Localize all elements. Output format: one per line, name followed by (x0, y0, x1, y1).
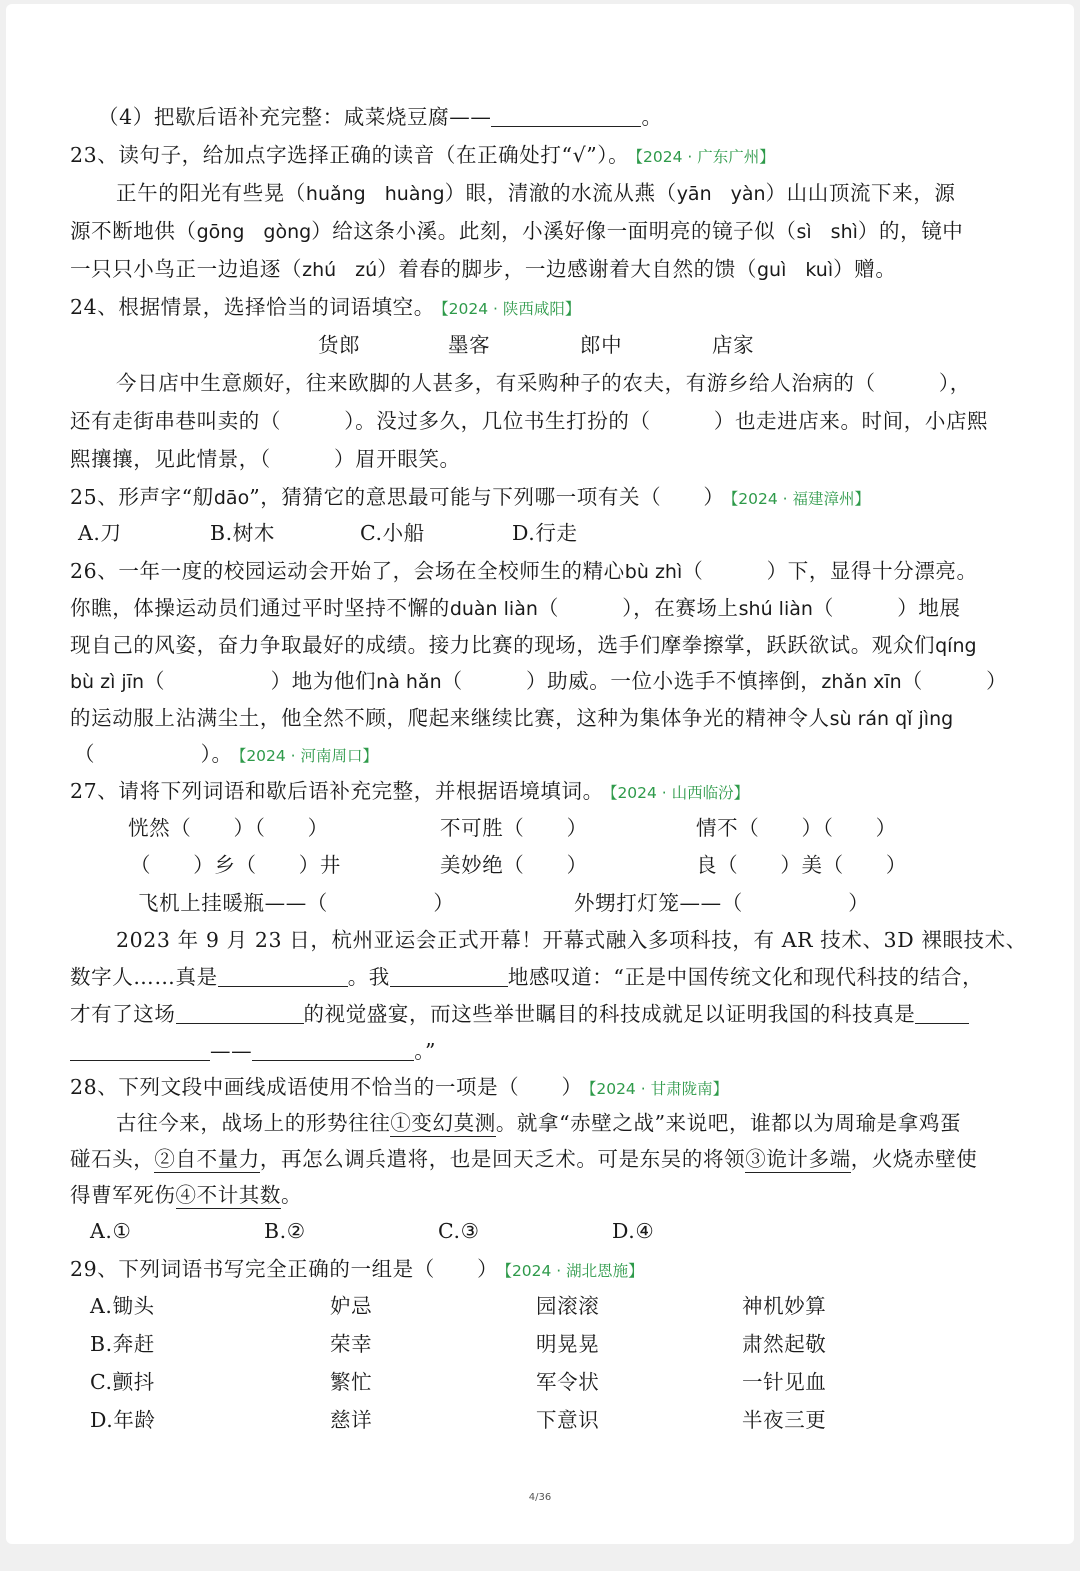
document-page (6, 4, 1074, 1544)
q26-line5: 的运动服上沾满尘土，他全然不顾，爬起来继续比赛，这种为集体争光的精神令人sù rán qǐ jìng (70, 706, 954, 730)
source-tag: 【2024 · 湖北恩施】 (504, 1262, 644, 1280)
q24-line3: 熙攘攘，见此情景，（ ）眉开眼笑。 (70, 447, 461, 471)
option-d-word: D.年龄 (90, 1408, 156, 1432)
source-tag: 【2024 · 福建漳州】 (730, 490, 870, 508)
word-option: 墨客 (448, 333, 491, 357)
idiom-blank: 良（ ）美（ ） (696, 853, 907, 877)
q25-title: 25、形声字“舠dāo”，猜猜它的意思最可能与下列哪一项有关（ ） 【2024 · 福建漳州】 (70, 485, 870, 509)
answer-blank[interactable] (491, 106, 641, 127)
q24-title: 24、根据情景，选择恰当的词语填空。 【2024 · 陕西咸阳】 (70, 295, 581, 319)
option-b-word: B.奔赶 (90, 1332, 155, 1356)
option-d: D.④ (612, 1219, 655, 1243)
q26-line2: 你瞧，体操运动员们通过平时坚持不懈的duàn liàn（ ），在赛场上shú liàn（ ）地展 (70, 596, 961, 620)
option-word: 军令状 (536, 1370, 600, 1394)
xiehouyu-blank: 飞机上挂暖瓶——（ ） (138, 891, 455, 915)
option-word: 明晃晃 (536, 1332, 600, 1356)
answer-blank[interactable] (70, 1040, 210, 1061)
q23-line2: 源不断地供（gōng gòng）给这条小溪。此刻，小溪好像一面明亮的镜子似（sì shì）的，镜中 (70, 219, 964, 243)
option-b: B.树木 (210, 521, 275, 545)
q26-line1: 26、一年一度的校园运动会开始了，会场在全校师生的精心bù zhì（ ）下，显得十分漂亮。 (70, 559, 978, 583)
word-option: 店家 (712, 333, 755, 357)
q26-line3: 现自己的风姿，奋力争取最好的成绩。接力比赛的现场，选手们摩拳擦掌，跃跃欲试。观众们qíng (70, 633, 977, 657)
option-c-word: C.颤抖 (90, 1370, 155, 1394)
option-a-word: A.锄头 (90, 1294, 155, 1318)
word-option: 郎中 (580, 333, 623, 357)
option-word: 半夜三更 (742, 1408, 827, 1432)
idiom-blank: （ ）乡（ ）井 (130, 853, 341, 877)
q27-title: 27、请将下列词语和歇后语补充完整，并根据语境填词。 【2024 · 山西临汾】 (70, 779, 750, 803)
option-word: 下意识 (536, 1408, 600, 1432)
q27-para-line4: —— 。” (70, 1036, 436, 1066)
q28-line3: 得曹军死伤④不计其数。 (70, 1183, 303, 1207)
q23-line3: 一只只小鸟正一边追逐（zhú zú）着春的脚步，一边感谢着大自然的馈（guì kuì）赠。 (70, 257, 897, 281)
option-word: 园滚滚 (536, 1294, 600, 1318)
source-tag: 【2024 · 广东广州】 (635, 148, 775, 166)
source-tag: 【2024 · 陕西咸阳】 (440, 300, 581, 318)
underlined-idiom: ④不计其数 (175, 1183, 281, 1207)
q27-para-line2: 数字人……真是 。我 地感叹道：“正是中国传统文化和现代科技的结合， (70, 965, 984, 989)
xiehouyu-blank: 外甥打灯笼——（ ） (574, 891, 870, 915)
underlined-idiom: ①变幻莫测 (390, 1111, 496, 1135)
option-c: C.小船 (360, 521, 425, 545)
option-a: A.刀 (78, 521, 122, 545)
q28-line2: 碰石头，②自不量力，再怎么调兵遣将，也是回天乏术。可是东吴的将领③诡计多端，火烧赤壁使 (70, 1147, 978, 1171)
q24-line1: 今日店中生意颇好，往来欧脚的人甚多，有采购种子的农夫，有游乡给人治病的（ ）， (116, 371, 971, 395)
q28-line1: 古往今来，战场上的形势往往①变幻莫测。就拿“赤壁之战”来说吧，谁都以为周瑜是拿鸡蛋 (116, 1111, 962, 1135)
q28-title: 28、下列文段中画线成语使用不恰当的一项是（ ） 【2024 · 甘肃陇南】 (70, 1075, 729, 1099)
q26-line4: bù zì jīn（ ）地为他们nà hǎn（ ）助威。一位小选手不慎摔倒，zhǎn xīn（ ） (70, 669, 1008, 693)
option-d: D.行走 (512, 521, 578, 545)
idiom-blank: 恍然（ ）（ ） (128, 816, 329, 840)
idiom-blank: 情不（ ）（ ） (696, 816, 897, 840)
q27-para-line3: 才有了这场 的视觉盛宴，而这些举世瞩目的科技成就足以证明我国的科技真是 (70, 999, 969, 1029)
idiom-blank: 不可胜（ ） (440, 816, 588, 840)
q29-title: 29、下列词语书写完全正确的一组是（ ） 【2024 · 湖北恩施】 (70, 1257, 644, 1281)
underlined-idiom: ③诡计多端 (745, 1147, 851, 1171)
option-word: 繁忙 (330, 1370, 373, 1394)
answer-blank[interactable] (252, 1040, 414, 1061)
answer-blank[interactable] (915, 1003, 969, 1024)
option-word: 一针见血 (742, 1370, 827, 1394)
option-word: 神机妙算 (742, 1294, 827, 1318)
option-word: 荣幸 (330, 1332, 373, 1356)
q23-line1: 正午的阳光有些晃（huǎng huàng）眼，清澈的水流从燕（yān yàn）山山顶流下来，源 (116, 181, 956, 205)
option-word: 妒忌 (330, 1294, 373, 1318)
q23-title: 23、读句子，给加点字选择正确的读音（在正确处打“√”）。 【2024 · 广东广州】 (70, 143, 775, 167)
option-word: 肃然起敬 (742, 1332, 827, 1356)
q22-4-line: （4）把歇后语补充完整：咸菜烧豆腐—— 。 (98, 105, 663, 129)
answer-blank[interactable] (390, 966, 508, 987)
option-a: A.① (90, 1219, 132, 1243)
word-option: 货郎 (318, 333, 361, 357)
page-number: 4/36 (528, 1492, 552, 1503)
underlined-idiom: ②自不量力 (154, 1147, 260, 1171)
source-tag: 【2024 · 河南周口】 (238, 747, 379, 765)
option-b: B.② (264, 1219, 306, 1243)
source-tag: 【2024 · 山西临汾】 (609, 784, 750, 802)
idiom-blank: 美妙绝（ ） (440, 853, 588, 877)
option-word: 慈详 (330, 1408, 373, 1432)
option-c: C.③ (438, 1219, 480, 1243)
q27-para-line1: 2023 年 9 月 23 日，杭州亚运会正式开幕！开幕式融入多项科技，有 AR 技术、3D 裸眼技术、 (116, 928, 1027, 952)
q24-line2: 还有走街串巷叫卖的（ ）。没过多久，几位书生打扮的（ ）也走进店来。时间，小店熙 (70, 409, 989, 433)
q26-line6: （ ）。 【2024 · 河南周口】 (74, 742, 379, 766)
answer-blank[interactable] (176, 1003, 304, 1024)
source-tag: 【2024 · 甘肃陇南】 (588, 1080, 729, 1098)
answer-blank[interactable] (218, 966, 348, 987)
